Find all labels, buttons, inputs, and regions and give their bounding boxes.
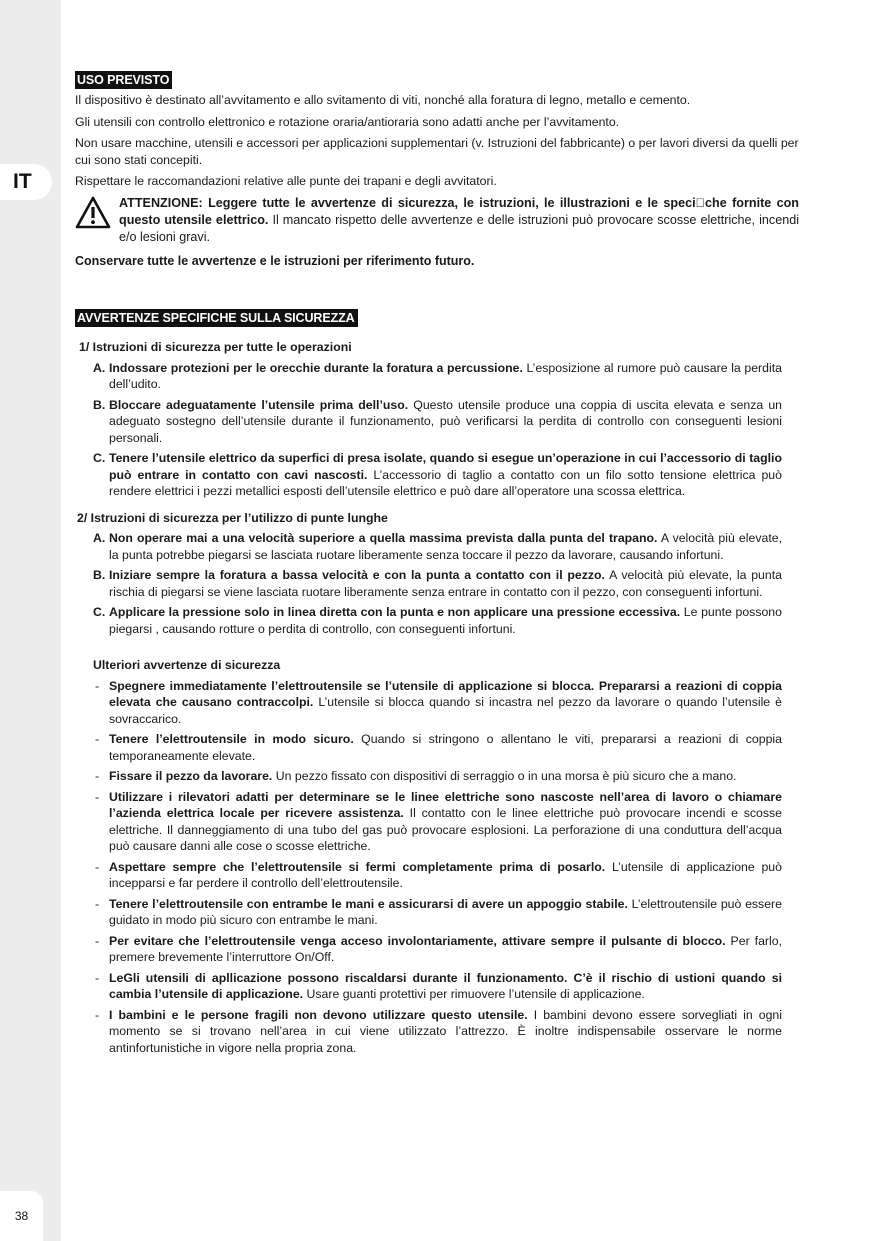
bullet-dash: -: [95, 970, 100, 985]
list-item: [75, 397, 782, 447]
bullet-text: L’utensile di applicazione può incepparsi e far perdere il controllo dell’elettroutensile.: [109, 859, 782, 890]
item-bold: Iniziare sempre la foratura a bassa velocità e con la punta a contatto con il pezzo.: [109, 568, 605, 582]
item-letter: B.: [93, 568, 106, 582]
keep-instructions-note: Conservare tutte le avvertenze e le istruzioni per riferimento futuro.: [75, 253, 475, 268]
item-letter: A.: [93, 531, 106, 545]
bullet-dash: -: [95, 1007, 100, 1022]
warning-body: Il mancato rispetto delle avvertenze e delle istruzioni può provocare scosse elettriche, incendi e/o lesioni gravi.: [119, 212, 800, 244]
bullet-bold: Per evitare che l’elettroutensile venga acceso involontariamente, attivare sempre il pulsante di blocco.: [109, 933, 726, 948]
item-bold: Indossare protezioni per le orecchie durante la foratura a percussione.: [109, 360, 523, 375]
item-bold: Non operare mai a una velocità superiore a quella massima prevista dalla punta del trapano.: [109, 531, 658, 545]
paragraph: Rispettare le raccomandazioni relative alle punte dei trapani e degli avvitatori.: [75, 174, 497, 188]
bullet-item: [75, 933, 782, 966]
section-heading-uso-previsto: USO PREVISTO: [75, 71, 172, 89]
bullet-dash: -: [95, 789, 100, 804]
bullet-text: Per farlo, premere brevemente l’interruttore On/Off.: [109, 933, 783, 964]
paragraph: Il dispositivo è destinato all’avvitamento e allo svitamento di viti, nonché alla foratura di legno, metallo e cemento.: [75, 93, 691, 107]
item-letter: B.: [93, 397, 106, 412]
bullet-item: [75, 789, 782, 855]
language-tab: [0, 164, 52, 200]
item-letter: C.: [93, 605, 106, 619]
list-item: [75, 360, 782, 393]
page-content: [75, 71, 799, 1060]
bullet-item: [75, 731, 782, 764]
bullet-item: [75, 859, 782, 892]
bullet-item: [75, 678, 782, 728]
bullet-item: [75, 768, 782, 785]
subsection-title-2: 2/ Istruzioni di sicurezza per l’utilizzo di punte lunghe: [77, 510, 388, 525]
bullet-bold: Utilizzare i rilevatori adatti per determinare se le linee elettriche sono nascoste nell’area di lavoro o chiamare l’azienda elettrica locale per ricevere assistenza.: [109, 789, 782, 820]
further-warnings-title: Ulteriori avvertenze di sicurezza: [93, 658, 281, 672]
warning-block: [75, 195, 799, 246]
bullet-text: Un pezzo fissato con dispositivi di serraggio o in una morsa è più sicuro che a mano.: [272, 769, 737, 783]
item-letter: A.: [93, 360, 106, 375]
page-number: 38: [14, 1209, 29, 1223]
item-text: Le punte possono piegarsi , causando rotture o perdita di controllo, con conseguenti infortuni.: [109, 605, 782, 636]
paragraph: Gli utensili con controllo elettronico e rotazione oraria/antioraria sono adatti anche per l’avvitamento.: [75, 114, 620, 129]
bullet-bold: Spegnere immediatamente l’elettroutensile se l’utensile di applicazione si blocca. Prepararsi a reazioni di coppia elevata che causano contraccolpi.: [109, 678, 782, 709]
bullet-bold: I bambini e le persone fragili non devono utilizzare questo utensile.: [109, 1007, 528, 1022]
bullet-bold: Fissare il pezzo da lavorare.: [109, 769, 273, 783]
item-letter: C.: [93, 451, 106, 465]
bullet-dash: -: [95, 896, 100, 911]
item-bold: Tenere l’utensile elettrico da superfici di presa isolate, quando si esegue un’operazione in cui l’accessorio di taglio può entrare in contatto con cavi nascosti.: [109, 451, 782, 482]
bullet-dash: -: [95, 769, 100, 783]
item-text: A velocità più elevate, la punta potrebbe piegarsi se lasciata ruotare liberamente senza toccare il pezzo da lavorare, causando infortuni.: [109, 531, 782, 562]
warning-triangle-icon: [75, 195, 111, 231]
item-text: A velocità più elevate, la punta rischia di piegarsi se viene lasciata ruotare liberamente senza entrare in contatto con il pezzo, con conseguenti infortuni.: [109, 568, 782, 599]
bullet-text: I bambini devono essere sorvegliati in ogni momento se si trovano nell’area in cui viene utilizzato l’attrezzo. È inoltre indispensabile osservare le norme antinfortunistiche in vigore nella propria zona.: [109, 1007, 782, 1055]
bullet-text: Quando si stringono o allentano le viti, prepararsi a reazioni di coppia temporaneamente elevate.: [109, 732, 782, 763]
item-bold: Bloccare adeguatamente l’utensile prima dell’uso.: [109, 397, 409, 412]
bullet-dash: -: [95, 933, 100, 948]
paragraph: Non usare macchine, utensili e accessori per applicazioni supplementari (v. Istruzioni del fabbricante) o per lavori diversi da quelli per cui sono stati concepiti.: [75, 136, 799, 167]
bullet-item: [75, 1007, 782, 1057]
warning-text: [119, 195, 799, 246]
item-text: L’esposizione al rumore può causare la perdita dell’udito.: [109, 360, 782, 391]
bullet-dash: -: [95, 859, 100, 874]
bullet-bold: LeGli utensili di apllicazione possono riscaldarsi durante il funzionamento. C’è il rischio di ustioni quando si cambia l’utensile di applicazione.: [109, 970, 782, 1001]
warning-bold-text: Leggere tutte le avvertenze di sicurezza, le istruzioni, le illustrazioni e le speci che fornite con questo utensile elettrico.: [119, 195, 799, 227]
section-avvertenze: [75, 309, 799, 1056]
bullet-bold: Tenere l’elettroutensile con entrambe le mani e assicurarsi di avere un appoggio stabile.: [109, 896, 628, 911]
bullet-bold: Aspettare sempre che l’elettroutensile si fermi completamente prima di posarlo.: [109, 859, 606, 874]
bullet-dash: -: [95, 678, 100, 693]
language-label: IT: [13, 170, 32, 193]
section-heading-avvertenze: AVVERTENZE SPECIFICHE SULLA SICUREZZA: [75, 309, 358, 327]
list-item: [75, 604, 782, 637]
warning-label: ATTENZIONE:: [119, 195, 209, 210]
bullet-dash: -: [95, 732, 100, 746]
bullet-text: Usare guanti protettivi per rimuovere l’utensile di applicazione.: [303, 987, 645, 1001]
subsection-title-1: 1/ Istruzioni di sicurezza per tutte le operazioni: [79, 340, 352, 354]
section-uso-previsto: [75, 71, 799, 269]
bullet-text: L’utensile si blocca quando si incastra nel pezzo da lavorare o quando l’utensile è sovraccarico.: [109, 695, 782, 726]
bullet-item: [75, 970, 782, 1003]
bullet-item: [75, 896, 782, 929]
page-number-tab: [0, 1191, 43, 1241]
item-bold: Applicare la pressione solo in linea diretta con la punta e non applicare una pressione eccessiva.: [109, 605, 681, 619]
bullet-bold: Tenere l’elettroutensile in modo sicuro.: [109, 732, 354, 746]
list-item: [75, 450, 782, 500]
bullet-text: Il contatto con le linee elettriche può provocare incendi e scosse elettriche. Il danneggiamento di una tubo del gas può provocare esplosioni. La perforazione di una conduttura dell’acqua può causare danni alle cose o scosse elettriche.: [109, 806, 782, 853]
list-item: [75, 530, 782, 563]
item-text: L’accessorio di taglio a contatto con un filo sotto tensione elettrica può rendere elettrici i pezzi metallici esposti dell’utensile elettrico e può dare all’operatore una scossa elettrica.: [109, 467, 782, 498]
bullet-text: L’elettroutensile può essere guidato in modo più sicuro con entrambe le mani.: [109, 896, 782, 927]
list-item: [75, 567, 782, 600]
item-text: Questo utensile produce una coppia di uscita elevata e senza un adeguato sostegno dell’utensile durante il funzionamento, può verificarsi la perdita di controllo con conseguenti lesioni personali.: [109, 397, 783, 445]
